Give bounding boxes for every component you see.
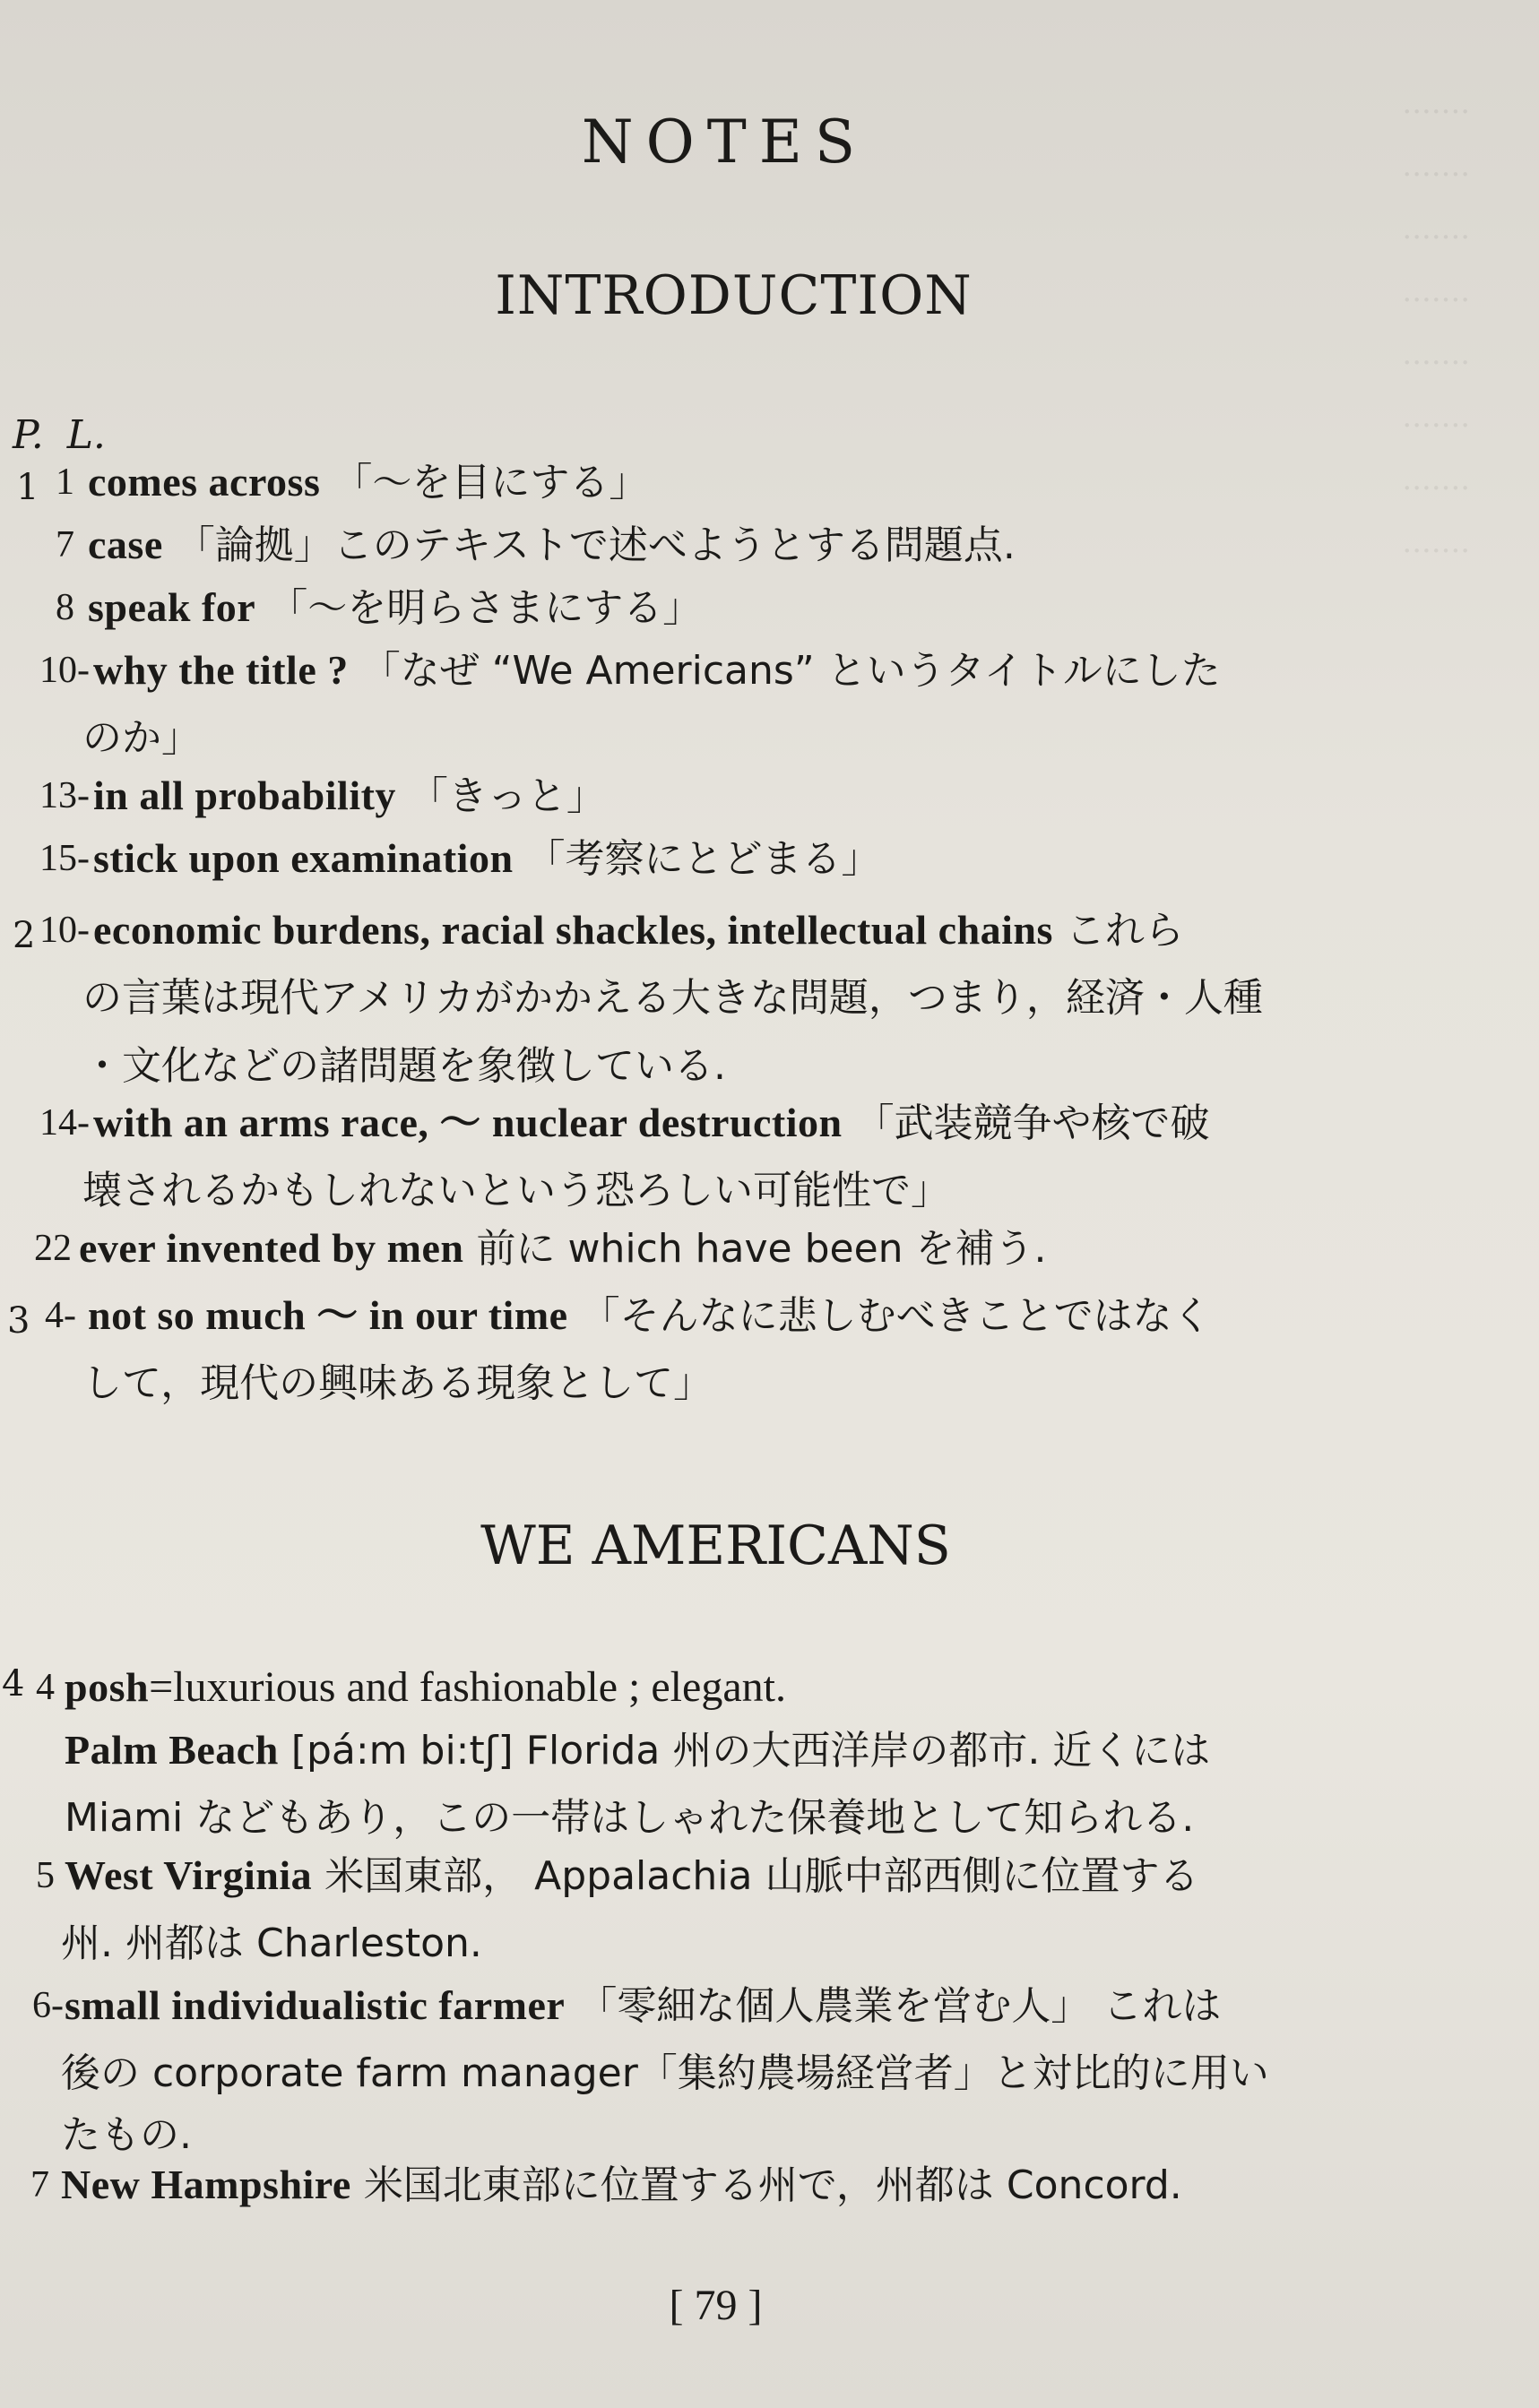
note-continuation: たもの. — [61, 2112, 192, 2158]
note-gloss: これら — [1065, 908, 1184, 954]
line-ref: 6- — [32, 1985, 64, 2026]
note-term: small individualistic farmer — [65, 1982, 566, 2028]
note-term: comes across — [88, 459, 321, 505]
note-continuation: して，現代の興味ある現象として」 — [82, 1360, 713, 1406]
line-ref: 7 — [56, 524, 74, 565]
note-gloss: 「〜を明らさまにする」 — [268, 585, 703, 631]
note-gloss: 「論拠」このテキストで述べようとする問題点. — [175, 522, 1016, 568]
note-gloss: 「そんなに悲しむべきことではなく — [580, 1293, 1212, 1339]
note-gloss: 「なぜ “We Americans” というタイトルにした — [360, 648, 1221, 694]
note-continuation: ・文化などの諸問題を象徴している. — [82, 1043, 726, 1089]
note-continuation: の言葉は現代アメリカがかかえる大きな問題，つまり，経済・人種 — [82, 975, 1263, 1021]
note-gloss: 「武装競争や核で破 — [854, 1100, 1210, 1146]
note-gloss: 「零細な個人農業を営む人」 これは — [577, 1983, 1222, 2029]
line-ref: 4 — [36, 1667, 55, 1708]
note-gloss: [pá:m bi:tʃ] Florida 州の大西洋岸の都市. 近くには — [290, 1728, 1211, 1774]
note-term: West Virginia — [65, 1852, 313, 1898]
line-ref: 22 — [34, 1228, 72, 1269]
note-gloss: 「〜を目にする」 — [333, 460, 649, 505]
note-continuation: Miami などもあり，この一帯はしゃれた保養地として知られる. — [65, 1795, 1195, 1841]
note-term: New Hampshire — [61, 2162, 351, 2207]
line-ref: 1 — [56, 462, 74, 503]
line-ref: 10- — [39, 650, 90, 691]
notes-heading: NOTES — [581, 108, 869, 177]
note-term: Palm Beach — [65, 1727, 279, 1773]
note-term: in all probability — [93, 772, 396, 818]
note-term: not so much 〜 in our time — [88, 1292, 568, 1338]
note-term: posh — [65, 1664, 150, 1710]
note-gloss: 「きっと」 — [408, 773, 606, 819]
line-column-label: L. — [66, 412, 106, 458]
note-continuation: 後の corporate farm manager「集約農場経営者」と対比的に用い — [61, 2050, 1269, 2096]
note-gloss: 「考察にとどまる」 — [525, 836, 881, 882]
line-ref: 13- — [39, 775, 90, 816]
note-term: speak for — [88, 584, 256, 630]
note-term: why the title ? — [93, 647, 349, 693]
line-ref: 15- — [39, 838, 90, 879]
note-continuation: 州. 州都は Charleston. — [61, 1920, 482, 1966]
note-term: stick upon examination — [93, 835, 514, 881]
page-ref: 4 — [2, 1663, 25, 1705]
line-ref: 10- — [39, 910, 90, 951]
note-term: case — [88, 522, 163, 567]
page-ref: 3 — [7, 1300, 30, 1342]
page-column-label: P. — [13, 412, 44, 458]
note-term: ever invented by men — [79, 1225, 464, 1271]
note-gloss: 米国北東部に位置する州で，州都は Concord. — [363, 2162, 1182, 2208]
note-gloss: 前に which have been を補う. — [476, 1226, 1047, 1272]
line-ref: 8 — [56, 587, 74, 628]
page-ref: 2 — [13, 915, 36, 956]
note-continuation: 壊されるかもしれないという恐ろしい可能性で」 — [82, 1168, 950, 1213]
bleed-through-text: ······· ······· ······· ······· ······· ······· ······· ······· — [1402, 94, 1470, 569]
line-ref: 14- — [39, 1102, 90, 1144]
note-gloss: 米国東部， Appalachia 山脈中部西側に位置する — [324, 1853, 1199, 1899]
we-americans-heading: WE AMERICANS — [480, 1515, 951, 1577]
page-number: [ 79 ] — [669, 2282, 763, 2329]
note-term: with an arms race, 〜 nuclear destruction — [93, 1100, 843, 1145]
line-ref: 4- — [45, 1295, 76, 1336]
line-ref: 7 — [30, 2164, 49, 2205]
note-gloss: =luxurious and fashionable ; elegant. — [149, 1663, 786, 1711]
note-term: economic burdens, racial shackles, intellectual chains — [93, 907, 1053, 953]
note-continuation: のか」 — [82, 715, 201, 761]
line-ref: 5 — [36, 1855, 55, 1896]
introduction-heading: INTRODUCTION — [495, 264, 973, 327]
page-ref: 1 — [16, 467, 39, 508]
